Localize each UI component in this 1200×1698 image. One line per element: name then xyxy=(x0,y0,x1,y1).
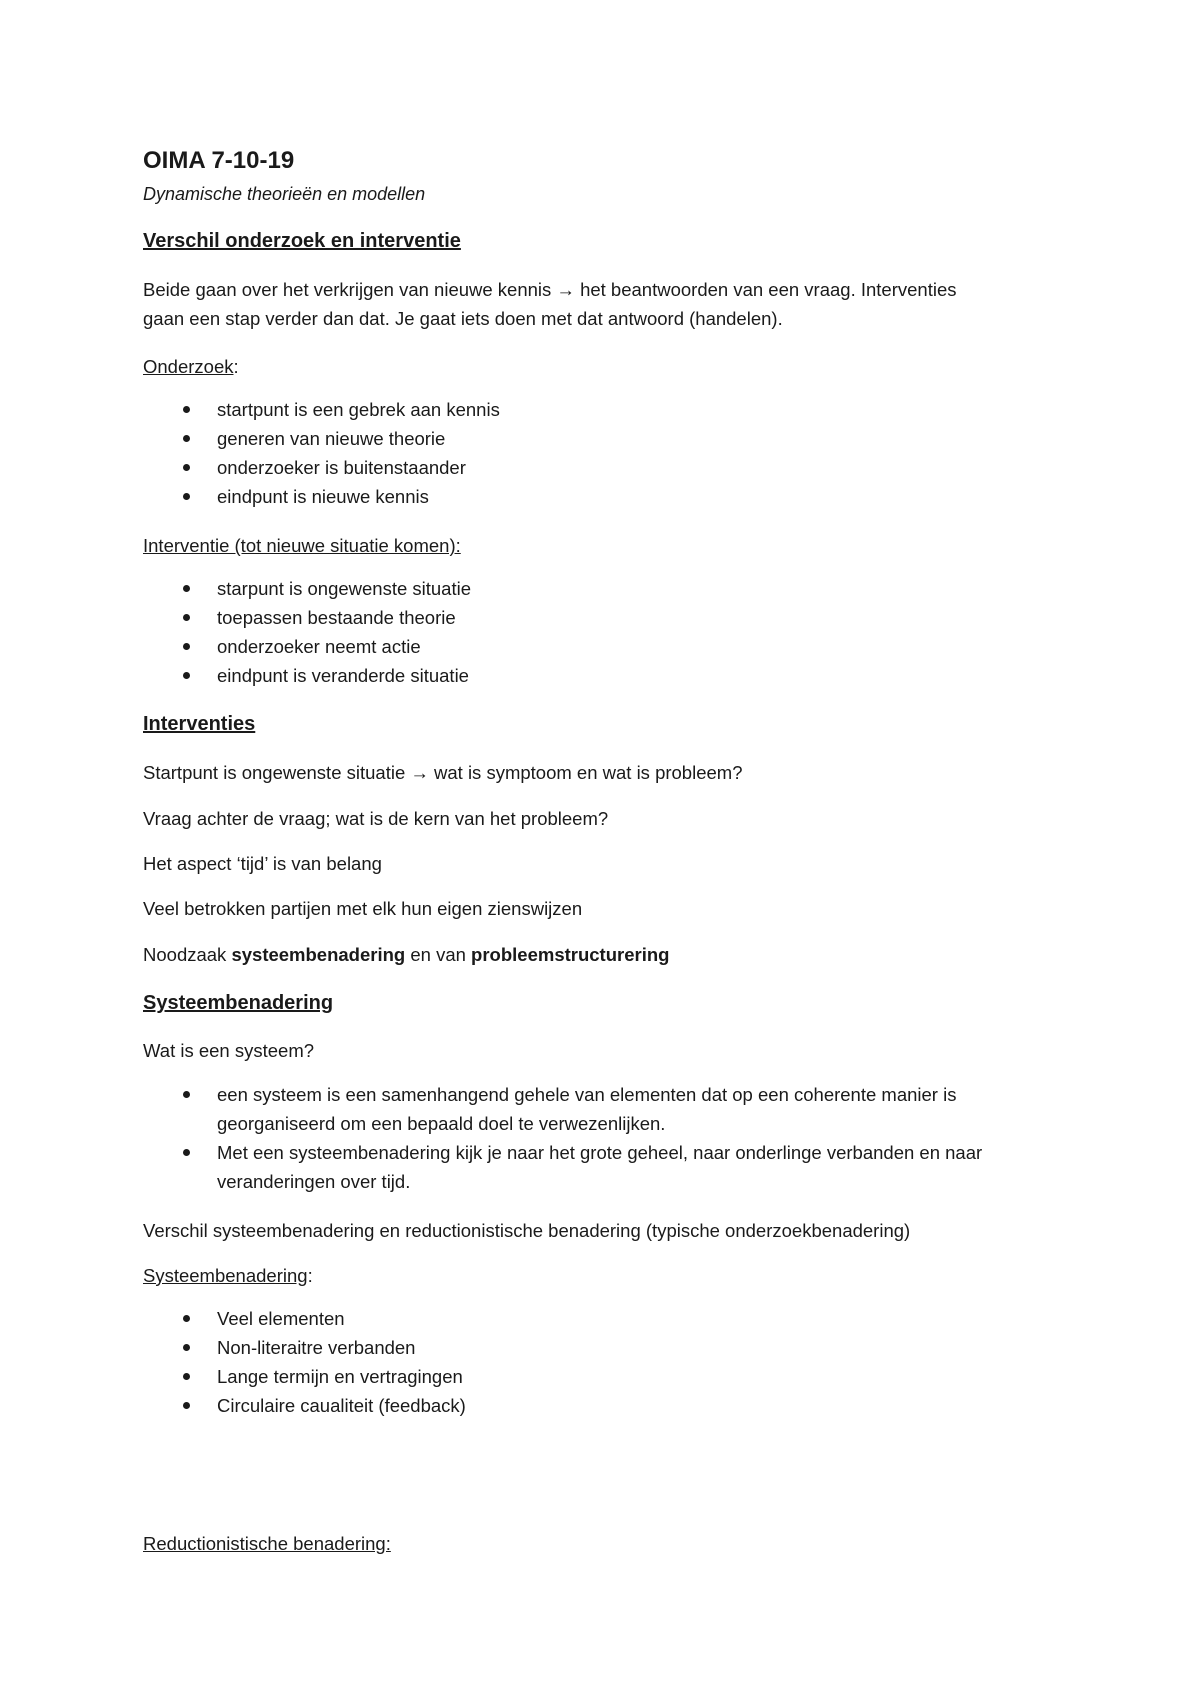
intro-paragraph xyxy=(143,275,1073,333)
list-item xyxy=(143,1138,1073,1196)
p5-prefix: Noodzaak xyxy=(143,944,232,965)
onderzoek-label-text: Onderzoek xyxy=(143,356,234,377)
bullet-icon xyxy=(183,493,190,500)
interventies-paragraph-4: Veel betrokken partijen met elk hun eigen zienswijzen xyxy=(143,898,583,919)
list-item-text-line-2: veranderingen over tijd. xyxy=(217,1171,411,1192)
heading-verschil: Verschil onderzoek en interventie xyxy=(143,230,461,252)
onderzoek-list xyxy=(143,395,1073,511)
list-item-text: Non-literaitre verbanden xyxy=(217,1337,416,1358)
systeem-definition-list xyxy=(143,1080,1073,1196)
list-item xyxy=(143,482,1073,511)
list-item xyxy=(143,1333,1073,1362)
bullet-icon xyxy=(183,1149,190,1156)
intro-line-1: Beide gaan over het verkrijgen van nieuwe kennis → het beantwoorden van een vraag. Interventies xyxy=(143,279,957,300)
list-item xyxy=(143,574,1073,603)
bullet-icon xyxy=(183,1315,190,1322)
p5-mid: en van xyxy=(405,944,472,965)
list-item-text: onderzoeker is buitenstaander xyxy=(217,457,466,478)
bullet-icon xyxy=(183,1344,190,1351)
reductionistische-label xyxy=(143,1531,391,1557)
systeem-question: Wat is een systeem? xyxy=(143,1040,315,1061)
list-item-text: Circulaire caualiteit (feedback) xyxy=(217,1395,466,1416)
verschil-paragraph: Verschil systeembenadering en reductionistische benadering (typische onderzoekbenadering) xyxy=(143,1220,911,1241)
bullet-icon xyxy=(183,435,190,442)
interventie-label-text: Interventie (tot nieuwe situatie komen): xyxy=(143,535,461,556)
interventies-paragraph-3: Het aspect ‘tijd’ is van belang xyxy=(143,853,382,874)
list-item xyxy=(143,424,1073,453)
list-item xyxy=(143,632,1073,661)
interventie-label xyxy=(143,533,461,559)
document-subtitle: Dynamische theorieën en modellen xyxy=(143,184,426,204)
list-item-text-line-2: georganiseerd om een bepaald doel te verwezenlijken. xyxy=(217,1113,666,1134)
intro-line-2: gaan een stap verder dan dat. Je gaat iets doen met dat antwoord (handelen). xyxy=(143,308,783,329)
interventie-list xyxy=(143,574,1073,690)
reductionistische-label-text: Reductionistische benadering: xyxy=(143,1533,391,1554)
list-item-text: eindpunt is veranderde situatie xyxy=(217,665,469,686)
p5-term-systeembenadering: systeembenadering xyxy=(231,944,406,965)
list-item xyxy=(143,453,1073,482)
list-item-text-line-1: een systeem is een samenhangend gehele van elementen dat op een coherente manier is xyxy=(217,1084,957,1105)
list-item-text: eindpunt is nieuwe kennis xyxy=(217,486,429,507)
list-item xyxy=(143,395,1073,424)
list-item-text: Lange termijn en vertragingen xyxy=(217,1366,463,1387)
bullet-icon xyxy=(183,585,190,592)
list-item xyxy=(143,661,1073,690)
systeembenadering-label xyxy=(143,1263,313,1289)
p5-term-probleemstructurering: probleemstructurering xyxy=(471,944,670,965)
bullet-icon xyxy=(183,1373,190,1380)
interventies-paragraph-1: Startpunt is ongewenste situatie → wat is symptoom en wat is probleem? xyxy=(143,762,743,783)
heading-systeembenadering: Systeembenadering xyxy=(143,992,334,1014)
list-item xyxy=(143,1304,1073,1333)
list-item xyxy=(143,1362,1073,1391)
list-item-text-line-1: Met een systeembenadering kijk je naar het grote geheel, naar onderlinge verbanden en naar xyxy=(217,1142,983,1163)
bullet-icon xyxy=(183,643,190,650)
list-item-text: startpunt is een gebrek aan kennis xyxy=(217,399,500,420)
bullet-icon xyxy=(183,1402,190,1409)
bullet-icon xyxy=(183,672,190,679)
list-item xyxy=(143,1391,1073,1420)
list-item-text: toepassen bestaande theorie xyxy=(217,607,456,628)
bullet-icon xyxy=(183,614,190,621)
list-item-text: Veel elementen xyxy=(217,1308,345,1329)
list-item xyxy=(143,603,1073,632)
onderzoek-label xyxy=(143,354,239,380)
heading-interventies: Interventies xyxy=(143,713,256,735)
systeembenadering-label-text: Systeembenadering xyxy=(143,1265,308,1286)
list-item-text: generen van nieuwe theorie xyxy=(217,428,446,449)
list-item-text: starpunt is ongewenste situatie xyxy=(217,578,472,599)
onderzoek-label-colon: : xyxy=(233,356,239,377)
interventies-paragraph-5 xyxy=(143,940,1073,969)
list-item-text: onderzoeker neemt actie xyxy=(217,636,421,657)
interventies-paragraph-2: Vraag achter de vraag; wat is de kern van het probleem? xyxy=(143,808,609,829)
document-title: OIMA 7-10-19 xyxy=(143,147,295,174)
list-item xyxy=(143,1080,1073,1138)
bullet-icon xyxy=(183,1091,190,1098)
bullet-icon xyxy=(183,464,190,471)
systeembenadering-label-colon: : xyxy=(307,1265,313,1286)
systeembenadering-list xyxy=(143,1304,1073,1420)
bullet-icon xyxy=(183,406,190,413)
